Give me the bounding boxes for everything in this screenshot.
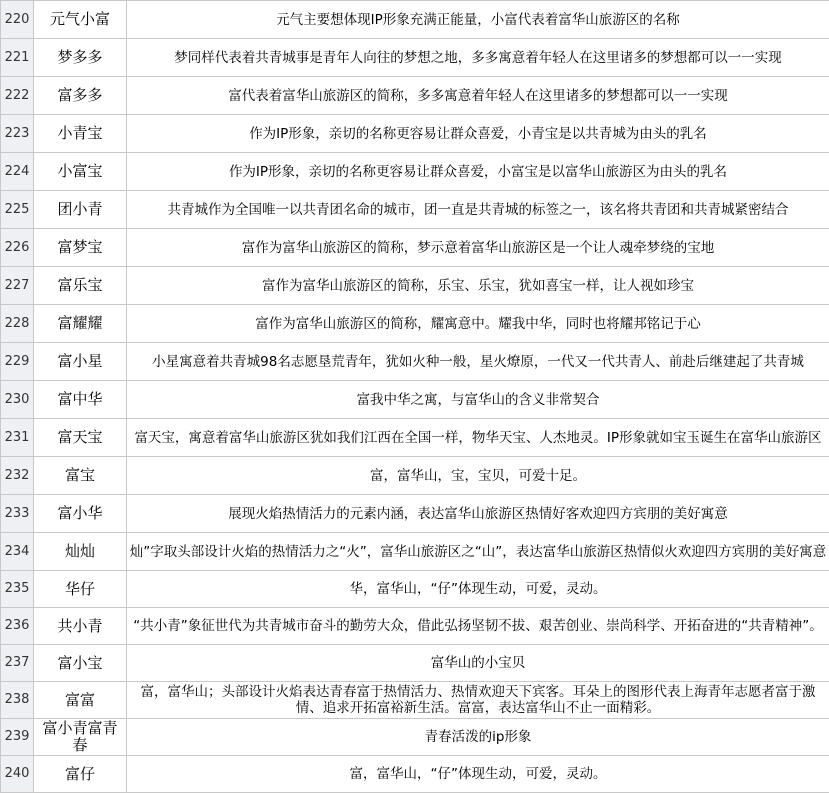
row-header[interactable]: 221 (1, 39, 34, 77)
name-cell[interactable]: 富小星 (34, 343, 127, 381)
description-cell[interactable]: 富我中华之寓，与富华山的含义非常契合 (127, 381, 829, 419)
grid-body (1, 1, 829, 793)
description-cell[interactable]: 富天宝，寓意着富华山旅游区犹如我们江西在全国一样，物华天宝、人杰地灵。IP形象就如宝玉诞生在富华山旅游区 (127, 419, 829, 457)
table-row (1, 191, 829, 229)
name-cell[interactable]: 富小青富青春 (34, 719, 127, 756)
row-header[interactable]: 229 (1, 343, 34, 381)
name-cell[interactable]: 富小宝 (34, 645, 127, 682)
row-header[interactable]: 239 (1, 719, 34, 756)
description-cell[interactable]: 作为IP形象，亲切的名称更容易让群众喜爱，小富宝是以富华山旅游区为由头的乳名 (127, 153, 829, 191)
name-cell[interactable]: 富天宝 (34, 419, 127, 457)
description-cell[interactable]: 灿”字取头部设计火焰的热情活力之“火”，富华山旅游区之“山”，表达富华山旅游区热情似火欢迎四方宾朋的美好寓意 (127, 533, 829, 571)
name-cell[interactable]: 元气小富 (34, 1, 127, 39)
description-cell[interactable]: 华，富华山，“仔”体现生动，可爱，灵动。 (127, 571, 829, 608)
name-cell[interactable]: 富耀耀 (34, 305, 127, 343)
row-header[interactable]: 238 (1, 682, 34, 719)
name-cell[interactable]: 华仔 (34, 571, 127, 608)
row-header[interactable]: 230 (1, 381, 34, 419)
name-cell[interactable]: 富梦宝 (34, 229, 127, 267)
table-row (1, 115, 829, 153)
table-row (1, 39, 829, 77)
row-header[interactable]: 232 (1, 457, 34, 495)
description-cell[interactable]: 青春活泼的ip形象 (127, 719, 829, 756)
name-cell[interactable]: 富富 (34, 682, 127, 719)
description-cell[interactable]: 富，富华山，“仔”体现生动，可爱，灵动。 (127, 756, 829, 793)
description-cell[interactable]: 作为IP形象，亲切的名称更容易让群众喜爱，小青宝是以共青城为由头的乳名 (127, 115, 829, 153)
table-row (1, 77, 829, 115)
table-row (1, 682, 829, 719)
table-row (1, 229, 829, 267)
table-row (1, 343, 829, 381)
row-header[interactable]: 231 (1, 419, 34, 457)
description-cell[interactable]: 富作为富华山旅游区的简称，梦示意着富华山旅游区是一个让人魂牵梦绕的宝地 (127, 229, 829, 267)
name-cell[interactable]: 富小华 (34, 495, 127, 533)
name-cell[interactable]: 灿灿 (34, 533, 127, 571)
row-header[interactable]: 225 (1, 191, 34, 229)
table-row (1, 381, 829, 419)
table-row (1, 645, 829, 682)
row-header[interactable]: 236 (1, 608, 34, 645)
description-cell[interactable]: 富作为富华山旅游区的简称，耀寓意中。耀我中华，同时也将耀邦铭记于心 (127, 305, 829, 343)
row-header[interactable]: 233 (1, 495, 34, 533)
name-cell[interactable]: 团小青 (34, 191, 127, 229)
name-cell[interactable]: 富乐宝 (34, 267, 127, 305)
name-cell[interactable]: 小青宝 (34, 115, 127, 153)
row-header[interactable]: 235 (1, 571, 34, 608)
row-header[interactable]: 237 (1, 645, 34, 682)
table-row (1, 457, 829, 495)
description-cell[interactable]: 富，富华山，宝，宝贝，可爱十足。 (127, 457, 829, 495)
description-cell[interactable]: 富华山的小宝贝 (127, 645, 829, 682)
description-cell[interactable]: 富代表着富华山旅游区的简称，多多寓意着年轻人在这里诸多的梦想都可以一一实现 (127, 77, 829, 115)
description-cell[interactable]: 展现火焰热情活力的元素内涵，表达富华山旅游区热情好客欢迎四方宾朋的美好寓意 (127, 495, 829, 533)
row-header[interactable]: 224 (1, 153, 34, 191)
table-row (1, 495, 829, 533)
row-header[interactable]: 222 (1, 77, 34, 115)
name-cell[interactable]: 富仔 (34, 756, 127, 793)
table-row (1, 305, 829, 343)
name-cell[interactable]: 富中华 (34, 381, 127, 419)
table-row (1, 419, 829, 457)
description-cell[interactable]: 梦同样代表着共青城事是青年人向往的梦想之地，多多寓意着年轻人在这里诸多的梦想都可以一一实现 (127, 39, 829, 77)
name-cell[interactable]: 富宝 (34, 457, 127, 495)
table-row (1, 533, 829, 571)
table-row (1, 153, 829, 191)
row-header[interactable]: 240 (1, 756, 34, 793)
row-header[interactable]: 220 (1, 1, 34, 39)
row-header[interactable]: 227 (1, 267, 34, 305)
name-cell[interactable]: 梦多多 (34, 39, 127, 77)
name-cell[interactable]: 小富宝 (34, 153, 127, 191)
row-header[interactable]: 228 (1, 305, 34, 343)
name-cell[interactable]: 富多多 (34, 77, 127, 115)
description-cell[interactable]: 富，富华山；头部设计火焰表达青春富于热情活力、热情欢迎天下宾客。耳朵上的图形代表上海青年志愿者富于激情、追求开拓富裕新生活。富富，表达富华山不止一面精彩。 (127, 682, 829, 719)
table-row (1, 1, 829, 39)
description-cell[interactable]: 元气主要想体现IP形象充满正能量，小富代表着富华山旅游区的名称 (127, 1, 829, 39)
name-cell[interactable]: 共小青 (34, 608, 127, 645)
table-row (1, 756, 829, 793)
description-cell[interactable]: 小星寓意着共青城98名志愿垦荒青年，犹如火种一般，星火燎原，一代又一代共青人、前赴后继建起了共青城 (127, 343, 829, 381)
table-row (1, 571, 829, 608)
description-cell[interactable]: 共青城作为全国唯一以共青团名命的城市，团一直是共青城的标签之一，该名将共青团和共青城紧密结合 (127, 191, 829, 229)
table-row (1, 267, 829, 305)
table-row (1, 719, 829, 756)
row-header[interactable]: 226 (1, 229, 34, 267)
description-cell[interactable]: “共小青”象征世代为共青城市奋斗的勤劳大众，借此弘扬坚韧不拔、艰苦创业、崇尚科学、开拓奋进的“共青精神”。 (127, 608, 829, 645)
row-header[interactable]: 234 (1, 533, 34, 571)
table-row (1, 608, 829, 645)
description-cell[interactable]: 富作为富华山旅游区的简称，乐宝、乐宝，犹如喜宝一样，让人视如珍宝 (127, 267, 829, 305)
row-header[interactable]: 223 (1, 115, 34, 153)
